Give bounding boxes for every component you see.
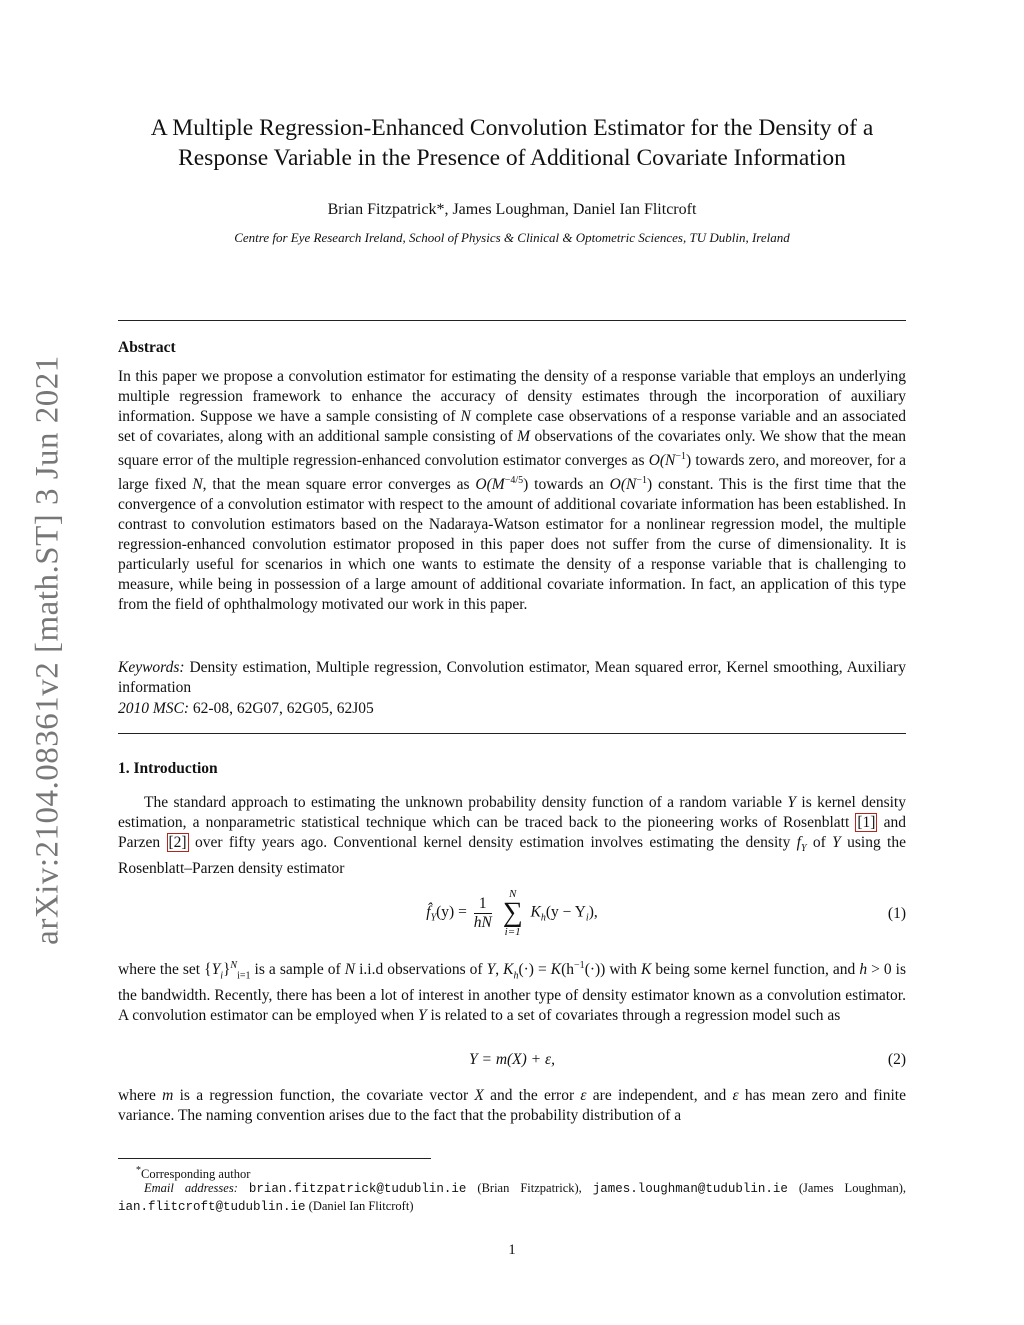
author-list: Brian Fitzpatrick*, James Loughman, Daniel Ian Flitcroft: [327, 201, 697, 218]
equation-number-2: (2): [887, 1051, 906, 1068]
intro-paragraph-1: The standard approach to estimating the unknown probability density function of a random variable Y is kernel density estimation, a nonparametric statistical technique which can be traced back to the pioneering works of Rosenblatt [1] and Parzen [2] over fifty years ago. Conventional kernel density estimation involves estimating the density $f_Y$ of Y using the Rosenblatt–Parzen density estimator: [118, 794, 906, 878]
citation-link[interactable]: [2]: [168, 834, 187, 851]
footnote-rule: [118, 1158, 431, 1159]
email-link[interactable]: brian.fitzpatrick@tudublin.ie: [248, 1182, 467, 1196]
email-link[interactable]: ian.flitcroft@tudublin.ie: [118, 1200, 306, 1214]
summation-sign: N ∑ i=1: [502, 888, 523, 938]
page-number: 1: [508, 1242, 516, 1258]
intro-paragraph-2: where the set $\{Y_i\}^N_{i=1}$ is a sample of N i.i.d observations of Y, $K_h(\cdot) = K(h^{-1}(\cdot))$ with K being some kernel function, and h > 0 is the bandwidth. Recently, there has been a lot of interest in another type of density estimator known as a convolution estimator. A convolution estimator can be employed when Y is related to a set of covariates through a regression model such as: [118, 960, 906, 1025]
title-line-2: Response Variable in the Presence of Additional Covariate Information: [178, 145, 846, 171]
email-link[interactable]: james.loughman@tudublin.ie: [592, 1182, 788, 1196]
msc-label: 2010 MSC:: [118, 700, 190, 717]
footnote-corresponding: *Corresponding author: [136, 1165, 251, 1182]
intro-paragraph-3: where m is a regression function, the covariate vector X and the error ε are independent, and ε has mean zero and finite variance. The naming convention arises due to the fact that the probability distribution of a: [118, 1087, 906, 1124]
citation-link[interactable]: [1]: [857, 814, 876, 831]
keywords-list: Density estimation, Multiple regression, Convolution estimator, Mean squared error, Kernel smoothing, Auxiliary information: [118, 659, 907, 696]
keywords-label: Keywords:: [118, 659, 185, 676]
title-line-1: A Multiple Regression-Enhanced Convolution Estimator for the Density of a: [150, 115, 874, 141]
msc-codes: 62-08, 62G07, 62G05, 62J05: [192, 700, 374, 717]
bottom-rule: [118, 733, 906, 734]
keywords-block: [118, 658, 906, 698]
paper-title: [118, 113, 906, 173]
equation-2: Y = m(X) + ε, (2): [468, 1051, 906, 1068]
footnote-emails: Email addresses: brian.fitzpatrick@tudublin.ie (Brian Fitzpatrick), james.loughman@tudublin.ie (James Loughman), ian.flitcroft@tudublin.ie (Daniel Ian Flitcroft): [118, 1181, 906, 1214]
msc-block: [118, 699, 906, 719]
section-heading-introduction: 1. Introduction: [118, 760, 218, 777]
arxiv-identifier: arXiv:2104.08361v2 [math.ST] 3 Jun 2021: [29, 355, 66, 945]
equation-number-1: (1): [887, 905, 906, 922]
equation-1: $f̂_Y(y)$ = $\frac{1}{hN}$ N ∑ i=1 $K_h(y - Y_i)$, (1): [426, 888, 906, 938]
fraction: $\frac{1}{hN}$: [473, 894, 492, 931]
top-rule: [118, 320, 906, 321]
abstract-text: In this paper we propose a convolution estimator for estimating the density of a response variable that employs an underlying multiple regression framework to enhance the accuracy of density estimates through the incorporation of auxiliary information. Suppose we have a sample consisting of N complete case observations of a response variable and an associated set of covariates, along with an additional sample consisting of M observations of the covariates only. We show that the mean square error of the multiple regression-enhanced convolution estimator converges as $O(N^{-1})$ towards zero, and moreover, for a large fixed N, that the mean square error converges as $O(M^{-4/5})$ towards an $O(N^{-1})$ constant. This is the first time that the convergence of a convolution estimator with respect to the amount of additional covariate information has been established. In contrast to convolution estimators based on the Nadaraya-Watson estimator for a nonlinear regression model, the multiple regression-enhanced convolution estimator proposed in this paper does not suffer from the curse of dimensionality. It is particularly useful for scenarios in which one wants to estimate the density of a response variable that is challenging to measure, while being in possession of a large amount of additional covariate information. In fact, an application of this type from the field of ophthalmology motivated our work in this paper.: [118, 368, 907, 614]
affiliation: Centre for Eye Research Ireland, School of Physics & Clinical & Optometric Sciences, TU Dublin, Ireland: [234, 230, 790, 245]
abstract-heading: Abstract: [118, 339, 176, 356]
